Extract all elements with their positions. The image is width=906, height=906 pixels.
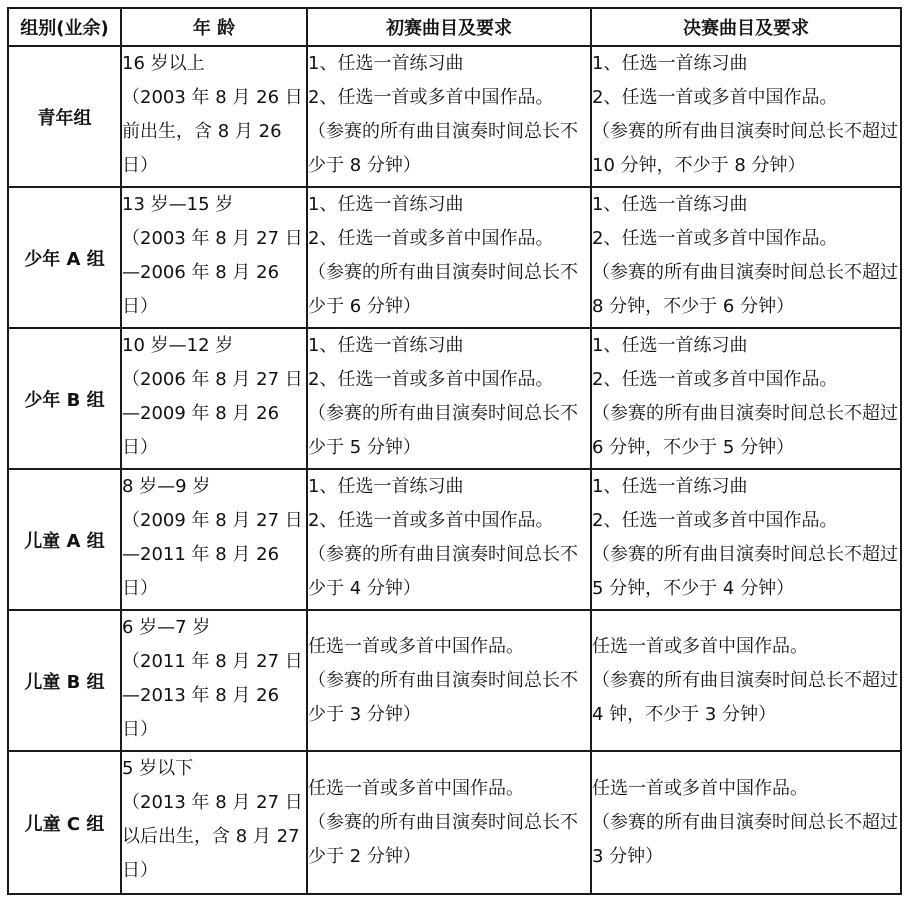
age-line: （2003 年 8 月 26 日前出生，含 8 月 26 日） <box>122 87 303 176</box>
age-cell <box>121 328 307 469</box>
final-cell <box>591 751 904 894</box>
final-cell <box>591 187 904 328</box>
final-line: （参赛的所有曲目演奏时间总长不超过 10 分钟，不少于 8 分钟） <box>592 121 904 176</box>
age-line: 16 岁以上 <box>122 53 205 74</box>
prelim-line: 2、任选一首或多首中国作品。 <box>308 228 554 249</box>
age-line: 6 岁—7 岁 <box>122 617 211 638</box>
prelim-cell <box>307 46 591 187</box>
age-cell <box>121 187 307 328</box>
final-line: 2、任选一首或多首中国作品。 <box>592 510 838 531</box>
age-line: （2013 年 8 月 27 日以后出生，含 8 月 27 日） <box>122 792 306 881</box>
table-row <box>8 610 901 751</box>
prelim-line: 1、任选一首练习曲 <box>308 194 464 215</box>
age-line: 13 岁—15 岁 <box>122 194 234 215</box>
final-cell <box>591 610 904 751</box>
prelim-cell <box>307 328 591 469</box>
prelim-cell <box>307 610 591 751</box>
prelim-line: 任选一首或多首中国作品。 <box>308 635 524 657</box>
final-line: （参赛的所有曲目演奏时间总长不超过 8 分钟，不少于 6 分钟） <box>592 262 904 317</box>
final-line: 1、任选一首练习曲 <box>592 335 748 356</box>
header-final: 决赛曲目及要求 <box>591 8 901 46</box>
age-line: （2003 年 8 月 27 日—2006 年 8 月 26 日） <box>122 228 303 317</box>
prelim-line: 2、任选一首或多首中国作品。 <box>308 510 554 531</box>
table-row <box>8 328 901 469</box>
group-name: 少年 B 组 <box>8 328 121 469</box>
prelim-line: 1、任选一首练习曲 <box>308 53 464 74</box>
final-line: （参赛的所有曲目演奏时间总长不超过 5 分钟，不少于 4 分钟） <box>592 544 904 599</box>
age-line: （2006 年 8 月 27 日—2009 年 8 月 26 日） <box>122 369 303 458</box>
age-line: （2009 年 8 月 27 日—2011 年 8 月 26 日） <box>122 510 303 599</box>
table-row <box>8 187 901 328</box>
final-line: 1、任选一首练习曲 <box>592 53 748 74</box>
age-line: （2011 年 8 月 27 日—2013 年 8 月 26 日） <box>122 651 303 740</box>
prelim-line: （参赛的所有曲目演奏时间总长不少于 4 分钟） <box>308 544 578 599</box>
header-age: 年 龄 <box>121 8 307 46</box>
group-name: 儿童 B 组 <box>8 610 121 751</box>
age-line: 8 岁—9 岁 <box>122 476 211 497</box>
group-name: 少年 A 组 <box>8 187 121 328</box>
age-cell <box>121 469 307 610</box>
final-cell <box>591 328 904 469</box>
header-group: 组别(业余) <box>8 8 121 46</box>
prelim-line: （参赛的所有曲目演奏时间总长不少于 6 分钟） <box>308 262 578 317</box>
prelim-cell <box>307 187 591 328</box>
final-line: 任选一首或多首中国作品。 <box>592 777 808 799</box>
prelim-line: 1、任选一首练习曲 <box>308 335 464 356</box>
final-line: （参赛的所有曲目演奏时间总长不超过 6 分钟，不少于 5 分钟） <box>592 403 904 458</box>
prelim-line: （参赛的所有曲目演奏时间总长不少于 8 分钟） <box>308 121 578 176</box>
final-line: （参赛的所有曲目演奏时间总长不超过 4 钟，不少于 3 分钟） <box>592 669 904 725</box>
age-cell <box>121 46 307 187</box>
header-row <box>8 8 901 46</box>
table-row <box>8 46 901 187</box>
age-line: 10 岁—12 岁 <box>122 335 234 356</box>
prelim-cell <box>307 469 591 610</box>
header-prelim: 初赛曲目及要求 <box>307 8 591 46</box>
final-line: 任选一首或多首中国作品。 <box>592 635 808 657</box>
final-line: 2、任选一首或多首中国作品。 <box>592 369 838 390</box>
final-line: （参赛的所有曲目演奏时间总长不超过 3 分钟） <box>592 811 904 867</box>
age-cell <box>121 610 307 751</box>
final-cell <box>591 46 904 187</box>
prelim-line: 1、任选一首练习曲 <box>308 476 464 497</box>
group-name: 儿童 C 组 <box>8 751 121 894</box>
prelim-line: （参赛的所有曲目演奏时间总长不少于 2 分钟） <box>308 811 578 867</box>
prelim-line: （参赛的所有曲目演奏时间总长不少于 3 分钟） <box>308 669 578 725</box>
prelim-line: 任选一首或多首中国作品。 <box>308 777 524 799</box>
competition-table <box>7 7 902 895</box>
table-row <box>8 469 901 610</box>
table-row <box>8 751 901 894</box>
prelim-line: 2、任选一首或多首中国作品。 <box>308 369 554 390</box>
prelim-line: （参赛的所有曲目演奏时间总长不少于 5 分钟） <box>308 403 578 458</box>
age-cell <box>121 751 307 894</box>
final-line: 1、任选一首练习曲 <box>592 194 748 215</box>
group-name: 青年组 <box>8 46 121 187</box>
final-line: 2、任选一首或多首中国作品。 <box>592 228 838 249</box>
final-line: 2、任选一首或多首中国作品。 <box>592 87 838 108</box>
final-cell <box>591 469 904 610</box>
age-line: 5 岁以下 <box>122 758 194 779</box>
prelim-line: 2、任选一首或多首中国作品。 <box>308 87 554 108</box>
final-line: 1、任选一首练习曲 <box>592 476 748 497</box>
prelim-cell <box>307 751 591 894</box>
group-name: 儿童 A 组 <box>8 469 121 610</box>
